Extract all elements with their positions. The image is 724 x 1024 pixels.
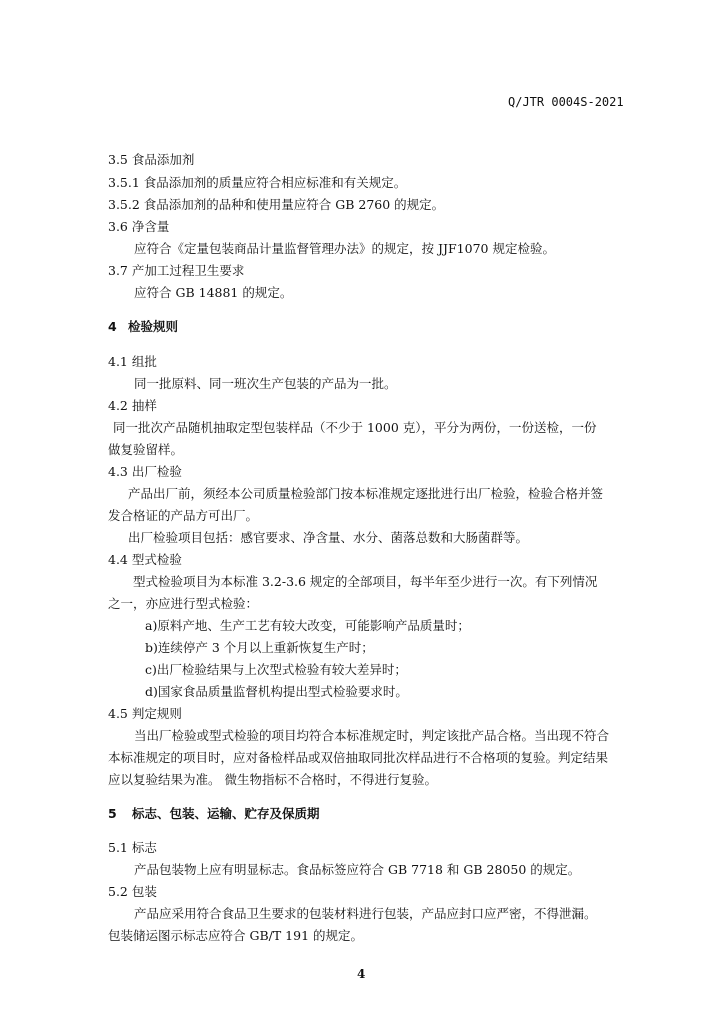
section-3-6-heading: 3.6 净含量 [108, 219, 170, 234]
section-4-5-line-1: 当出厂检验或型式检验的项目均符合本标准规定时，判定该批产品合格。当出现不符合 [134, 728, 610, 743]
section-3-7-text: 应符合 GB 14881 的规定。 [134, 285, 293, 300]
section-4-4-heading: 4.4 型式检验 [108, 552, 182, 567]
section-4-4-item-d: d)国家食品质量监督机构提出型式检验要求时。 [145, 684, 408, 699]
section-4-3-line-3: 出厂检验项目包括：感官要求、净含量、水分、菌落总数和大肠菌群等。 [128, 530, 529, 545]
section-4-5-heading: 4.5 判定规则 [108, 706, 182, 721]
section-4-2-line-1: 同一批次产品随机抽取定型包装样品（不少于 1000 克），平分为两份，一份送检，一份 [113, 420, 597, 435]
section-4-number: 4 [108, 319, 117, 334]
section-5-1-heading: 5.1 标志 [108, 840, 157, 855]
section-4-4-line-2: 之一，亦应进行型式检验： [108, 596, 259, 611]
section-3-5-1: 3.5.1 食品添加剂的质量应符合相应标准和有关规定。 [108, 175, 407, 190]
document-code: Q/JTR 0004S-2021 [508, 95, 624, 109]
section-4-2-heading: 4.2 抽样 [108, 398, 157, 413]
section-5-2-heading: 5.2 包装 [108, 884, 157, 899]
section-4-title: 检验规则 [128, 319, 179, 334]
section-4-3-line-2: 发合格证的产品方可出厂。 [108, 508, 259, 523]
section-5-1-text: 产品包装物上应有明显标志。食品标签应符合 GB 7718 和 GB 28050 的规定。 [134, 862, 581, 877]
section-4-4-item-a: a)原料产地、生产工艺有较大改变，可能影响产品质量时； [145, 618, 470, 633]
section-5-2-line-2: 包装储运图示标志应符合 GB/T 191 的规定。 [108, 928, 363, 943]
section-4-3-line-1: 产品出厂前，须经本公司质量检验部门按本标准规定逐批进行出厂检验，检验合格并签 [128, 486, 604, 501]
section-3-5-2: 3.5.2 食品添加剂的品种和使用量应符合 GB 2760 的规定。 [108, 197, 445, 212]
page-number: 4 [357, 967, 366, 981]
section-5-2-line-1: 产品应采用符合食品卫生要求的包装材料进行包装，产品应封口应严密，不得泄漏。 [134, 906, 597, 921]
section-3-7-heading: 3.7 产加工过程卫生要求 [108, 263, 245, 278]
section-4-5-line-2: 本标准规定的项目时，应对备检样品或双倍抽取同批次样品进行不合格项的复验。判定结果 [108, 750, 609, 765]
section-4-3-heading: 4.3 出厂检验 [108, 464, 182, 479]
section-4-4-line-1: 型式检验项目为本标准 3.2-3.6 规定的全部项目，每半年至少进行一次。有下列情况 [133, 574, 598, 589]
section-4-4-item-c: c)出厂检验结果与上次型式检验有较大差异时； [145, 662, 407, 677]
section-3-6-text: 应符合《定量包装商品计量监督管理办法》的规定，按 JJF1070 规定检验。 [134, 241, 555, 256]
section-4-2-line-2: 做复验留样。 [108, 442, 184, 457]
section-5-number: 5 [108, 806, 117, 821]
section-4-1-text: 同一批原料、同一班次生产包装的产品为一批。 [134, 376, 397, 391]
section-3-5-heading: 3.5 食品添加剂 [108, 152, 195, 167]
section-4-1-heading: 4.1 组批 [108, 354, 157, 369]
section-4-5-line-3: 应以复验结果为准。 微生物指标不合格时，不得进行复验。 [108, 772, 437, 787]
section-4-4-item-b: b)连续停产 3 个月以上重新恢复生产时； [145, 640, 374, 655]
section-5-title: 标志、包装、运输、贮存及保质期 [132, 806, 320, 821]
